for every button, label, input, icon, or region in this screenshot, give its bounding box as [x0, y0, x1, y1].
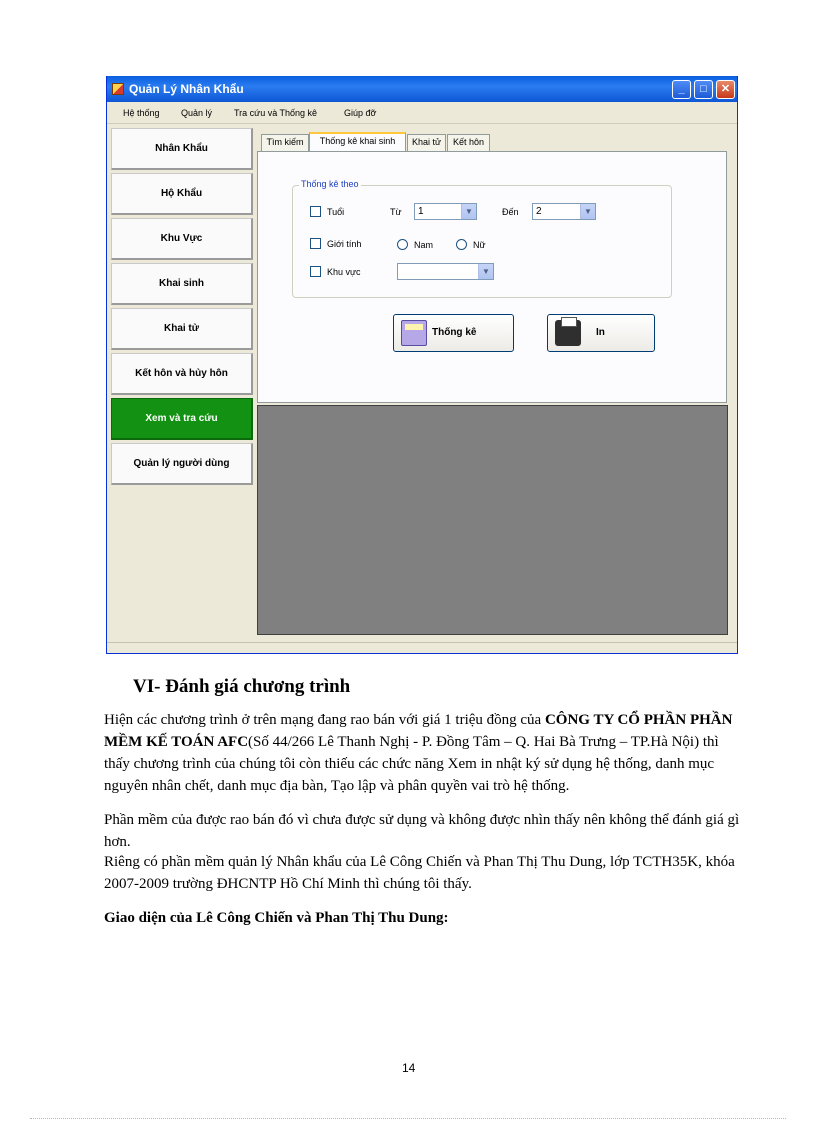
sidebar-item-ket-hon[interactable]: Kết hôn và hủy hôn — [111, 353, 253, 395]
menu-bar — [107, 102, 737, 124]
sidebar-item-khu-vuc[interactable]: Khu Vực — [111, 218, 253, 260]
to-label: Đến — [502, 207, 519, 217]
from-value: 1 — [418, 206, 424, 217]
group-title: Thống kê theo — [301, 179, 359, 189]
to-value: 2 — [536, 206, 542, 217]
paragraph-1-end: (Số 44/266 Lê Thanh Nghị - P. Đồng Tâm – Q. Hai Bà Trưng – TP.Hà Nội) thì thấy chương trình của chúng tôi còn thiếu các chức năng Xem in nhật ký sử dụng hệ thống, danh mục nguyên nhân chết, danh mục địa bàn, Tạo lập và phân quyền vai trò hệ thống. — [104, 734, 719, 794]
paragraph-1-start: Hiện các chương trình ở trên mạng đang rao bán với giá 1 triệu đồng của — [104, 712, 545, 728]
paragraph-1 — [104, 709, 744, 797]
interface-caption: Giao diện của Lê Công Chiến và Phan Thị Thu Dung: — [104, 910, 449, 926]
sidebar-item-khai-sinh[interactable]: Khai sinh — [111, 263, 253, 305]
print-button[interactable] — [547, 314, 655, 352]
sidebar-item-quan-ly-nguoi-dung[interactable]: Quản lý người dùng — [111, 443, 253, 485]
page-bottom-rule — [30, 1118, 786, 1119]
age-label: Tuổi — [327, 207, 345, 217]
to-select[interactable] — [532, 203, 596, 220]
minimize-button[interactable]: _ — [672, 80, 691, 99]
app-window-screenshot — [106, 76, 738, 654]
window-title: Quản Lý Nhân Khẩu — [129, 82, 244, 96]
print-button-label: In — [596, 327, 605, 338]
tab-ket-hon[interactable]: Kết hôn — [447, 134, 490, 151]
menu-quan-ly[interactable]: Quản lý — [181, 108, 213, 118]
gender-checkbox[interactable] — [310, 238, 321, 249]
paragraph-2: Phần mềm của được rao bán đó vì chưa được sử dụng và không được nhìn thấy nên không thể đánh giá gì hơn. — [104, 812, 740, 850]
menu-giup-do[interactable]: Giúp đỡ — [344, 108, 377, 118]
sidebar-item-xem-tra-cuu[interactable]: Xem và tra cứu — [111, 398, 253, 440]
tab-tim-kiem[interactable]: Tìm kiếm — [261, 134, 309, 151]
app-icon — [112, 83, 124, 95]
sidebar-item-khai-tu[interactable]: Khai tử — [111, 308, 253, 350]
results-grid[interactable] — [257, 405, 728, 635]
area-select[interactable] — [397, 263, 494, 280]
from-label: Từ — [390, 207, 402, 217]
tab-panel — [257, 151, 727, 403]
chevron-down-icon: ▼ — [461, 204, 476, 219]
chevron-down-icon: ▼ — [580, 204, 595, 219]
tab-thong-ke-khai-sinh[interactable]: Thống kê khai sinh — [309, 132, 406, 152]
chevron-down-icon: ▼ — [478, 264, 493, 279]
stats-button-label: Thống kê — [432, 327, 477, 338]
stats-button[interactable] — [393, 314, 514, 352]
close-button[interactable]: ✕ — [716, 80, 735, 99]
printer-icon — [555, 320, 581, 346]
from-select[interactable] — [414, 203, 477, 220]
maximize-button[interactable]: □ — [694, 80, 713, 99]
sidebar-item-ho-khau[interactable]: Hộ Khẩu — [111, 173, 253, 215]
sidebar-item-nhan-khau[interactable]: Nhân Khẩu — [111, 128, 253, 170]
male-radio[interactable] — [397, 239, 408, 250]
section-heading: VI- Đánh giá chương trình — [133, 676, 351, 697]
page-number: 14 — [402, 1061, 416, 1075]
company-name: CÔNG TY CỔ PHẦN PHẦN MỀM KẾ TOÁN AFC — [104, 712, 733, 750]
female-label: Nữ — [473, 240, 486, 250]
female-radio[interactable] — [456, 239, 467, 250]
male-label: Nam — [414, 240, 434, 250]
title-bar[interactable] — [107, 76, 737, 102]
area-label: Khu vực — [327, 267, 361, 277]
menu-tra-cuu-thong-ke[interactable]: Tra cứu và Thống kê — [234, 108, 318, 118]
menu-he-thong[interactable]: Hệ thống — [123, 108, 160, 118]
area-checkbox[interactable] — [310, 266, 321, 277]
gender-label: Giới tính — [327, 239, 362, 249]
age-checkbox[interactable] — [310, 206, 321, 217]
tab-khai-tu[interactable]: Khai tử — [407, 134, 446, 151]
status-bar — [107, 642, 737, 654]
filter-groupbox — [292, 179, 672, 298]
paragraph-3: Riêng có phần mềm quản lý Nhân khẩu của Lê Công Chiến và Phan Thị Thu Dung, lớp TCTH35K, khóa 2007-2009 trường ĐHCNTP Hồ Chí Minh thì chúng tôi thấy. — [104, 854, 735, 892]
calculator-icon — [401, 320, 427, 346]
